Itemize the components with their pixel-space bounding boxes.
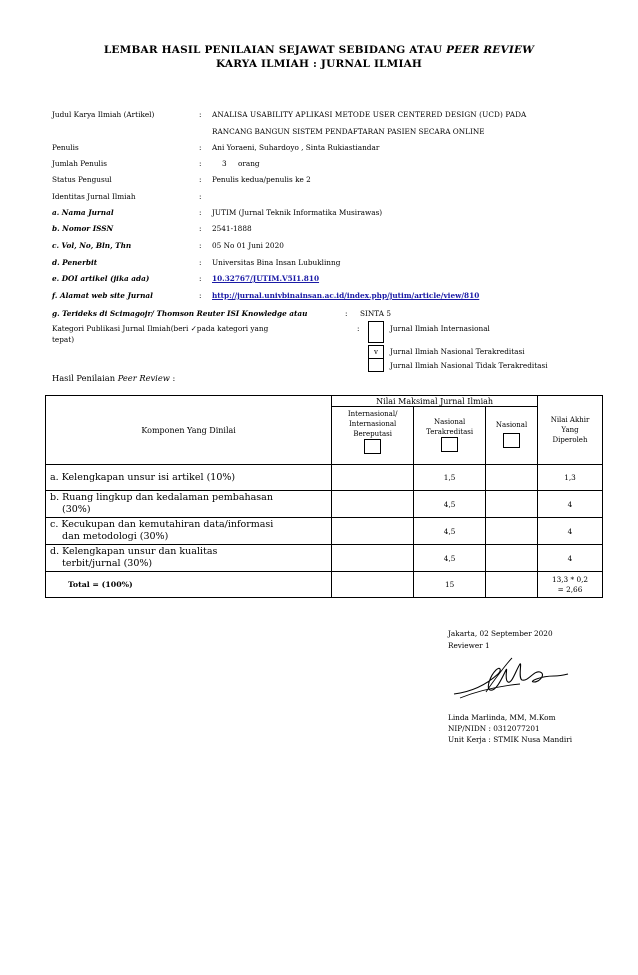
- total-akhir: [538, 572, 603, 598]
- colon: :: [199, 159, 202, 168]
- judul-label: Judul Karya Ilmiah (Artikel): [52, 110, 155, 119]
- sign-reviewer: Reviewer 1: [448, 641, 490, 650]
- vol-value: 05 No 01 Juni 2020: [212, 241, 284, 250]
- index-value: SINTA 5: [360, 309, 391, 318]
- table-row: [46, 465, 603, 491]
- penerbit-value: Universitas Bina Insan Lubuklinng: [212, 258, 341, 267]
- colon: :: [199, 110, 202, 119]
- col-nasional: [486, 407, 538, 465]
- col-internasional-label: Internasional/ Internasional Bereputasi: [347, 410, 398, 438]
- colon: :: [357, 324, 360, 333]
- colon: :: [199, 208, 202, 217]
- score-nas: [486, 545, 538, 572]
- score-nas: [486, 465, 538, 491]
- penulis-value: Ani Yoraeni, Suhardoyo , Sinta Rukiastiandar: [212, 143, 380, 152]
- criterion-line-2: terbit/jurnal (30%): [62, 558, 153, 569]
- issn-label: b. Nomor ISSN: [52, 224, 114, 233]
- nilai-akhir-label: Nilai Akhir Yang Diperoleh: [550, 416, 590, 444]
- doi-link[interactable]: 10.32767/JUTIM.V5I1.810: [212, 274, 320, 283]
- web-label: f. Alamat web site Jurnal: [52, 291, 153, 300]
- checkbox-icon: [503, 433, 520, 448]
- score-nas: [486, 518, 538, 545]
- criterion-cell: [46, 491, 332, 518]
- colon: :: [199, 241, 202, 250]
- score-akhir: 1,3: [538, 465, 603, 491]
- doi-label: e. DOI artikel (jika ada): [52, 274, 150, 283]
- penerbit-label: d. Penerbit: [52, 258, 98, 267]
- colon: :: [199, 175, 202, 184]
- criterion-line: b. Ruang lingkup dan kedalaman pembahasan: [50, 492, 273, 503]
- score-akhir: 4: [538, 491, 603, 518]
- index-label: g. Terideks di Scimagojr/ Thomson Reuter ISI Knowledge atau: [52, 309, 308, 318]
- colon: :: [199, 258, 202, 267]
- vol-label: c. Vol, No, Bln, Thn: [52, 241, 132, 250]
- criterion-line-2: (30%): [62, 504, 91, 515]
- hasil-italic: Peer Review: [117, 373, 170, 383]
- colon: :: [345, 309, 348, 318]
- table-row: [46, 491, 603, 518]
- col-nas-terakreditasi-label: Nasional Terakreditasi: [426, 417, 474, 436]
- title-main: LEMBAR HASIL PENILAIAN SEJAWAT SEBIDANG ATAU: [103, 44, 443, 56]
- score-akhir: 4: [538, 545, 603, 572]
- criterion-line: c. Kecukupan dan kemutahiran data/informasi: [50, 519, 274, 530]
- score-nas: [486, 491, 538, 518]
- penilaian-table: [45, 395, 603, 598]
- checkbox-icon: [364, 439, 381, 454]
- col-internasional: [332, 407, 414, 465]
- hasil-prefix: Hasil Penilaian: [52, 373, 116, 383]
- category-checkbox[interactable]: [368, 358, 384, 372]
- colon: :: [199, 224, 202, 233]
- jumlah-num: 3: [222, 159, 227, 168]
- penulis-label: Penulis: [52, 143, 79, 152]
- kategori-label-1: Kategori Publikasi Jurnal Ilmiah(beri ✓pada kategori yang: [52, 324, 269, 333]
- score-intl: [332, 545, 414, 572]
- komponen-header: Komponen Yang Dinilai: [46, 396, 332, 465]
- score-akhir: 4: [538, 518, 603, 545]
- table-row: [46, 545, 603, 572]
- col-nas-terakreditasi: [414, 407, 486, 465]
- sign-place-date: Jakarta, 02 September 2020: [448, 629, 553, 638]
- category-label: Jurnal Ilmiah Nasional Tidak Terakreditasi: [390, 361, 548, 370]
- hasil-label: [52, 373, 175, 383]
- judul-value-1: ANALISA USABILITY APLIKASI METODE USER CENTERED DESIGN (UCD) PADA: [212, 110, 527, 119]
- judul-value-2: RANCANG BANGUN SISTEM PENDAFTARAN PASIEN SECARA ONLINE: [212, 127, 485, 136]
- category-label: Jurnal Ilmiah Internasional: [390, 324, 490, 333]
- col-nasional-label: Nasional: [495, 421, 528, 429]
- category-checkbox[interactable]: [368, 321, 384, 343]
- total-nas-ter: 15: [414, 572, 486, 598]
- kategori-label-2: tepat): [52, 335, 75, 344]
- sign-nip: NIP/NIDN : 0312077201: [448, 724, 540, 733]
- nilai-max-header: Nilai Maksimal Jurnal Ilmiah: [332, 396, 538, 407]
- colon: :: [199, 274, 202, 283]
- nilai-akhir-header: [538, 396, 603, 465]
- total-akhir-line-2: = 2,66: [557, 584, 583, 594]
- hasil-suffix: :: [172, 373, 176, 383]
- jumlah-label: Jumlah Penulis: [52, 159, 107, 168]
- page-subtitle: KARYA ILMIAH : JURNAL ILMIAH: [215, 58, 423, 70]
- criterion-cell: [46, 518, 332, 545]
- status-value: Penulis kedua/penulis ke 2: [212, 175, 311, 184]
- sign-unit: Unit Kerja : STMIK Nusa Mandiri: [448, 735, 573, 744]
- category-label: Jurnal Ilmiah Nasional Terakreditasi: [390, 347, 525, 356]
- score-nas-ter: 4,5: [414, 491, 486, 518]
- category-checkbox[interactable]: v: [368, 345, 384, 359]
- score-nas-ter: 4,5: [414, 518, 486, 545]
- nama-label: a. Nama Jurnal: [52, 208, 114, 217]
- identitas-label: Identitas Jurnal Ilmiah: [52, 192, 136, 201]
- criterion-line-2: dan metodologi (30%): [62, 531, 169, 542]
- web-link[interactable]: http://jurnal.univbinainsan.ac.id/index.php/jutim/article/view/810: [212, 291, 480, 300]
- score-intl: [332, 465, 414, 491]
- checkbox-icon: [441, 437, 458, 452]
- criterion-line: a. Kelengkapan unsur isi artikel (10%): [50, 471, 236, 483]
- total-label: Total = (100%): [68, 580, 133, 589]
- table-row: [46, 518, 603, 545]
- issn-value: 2541-1888: [212, 224, 252, 233]
- status-label: Status Pengusul: [52, 175, 112, 184]
- total-nas: [486, 572, 538, 598]
- score-intl: [332, 518, 414, 545]
- colon: :: [199, 143, 202, 152]
- title-italic: PEER REVIEW: [446, 44, 535, 56]
- criterion-line: d. Kelengkapan unsur dan kualitas: [50, 546, 218, 557]
- sign-name: Linda Marlinda, MM, M.Kom: [448, 713, 556, 722]
- total-intl: [332, 572, 414, 598]
- jumlah-unit: orang: [238, 159, 260, 168]
- total-akhir-line-1: 13,3 * 0,2: [551, 574, 589, 584]
- score-nas-ter: 1,5: [414, 465, 486, 491]
- signature-icon: [450, 656, 570, 706]
- colon: :: [199, 291, 202, 300]
- nama-value: JUTIM (Jurnal Teknik Informatika Musirawas): [212, 208, 383, 217]
- score-intl: [332, 491, 414, 518]
- page-title: [0, 44, 638, 56]
- criterion-cell: [46, 545, 332, 572]
- score-nas-ter: 4,5: [414, 545, 486, 572]
- criterion-cell: [46, 465, 332, 491]
- total-label-cell: [46, 572, 332, 598]
- colon: :: [199, 192, 202, 201]
- total-row: [46, 572, 603, 598]
